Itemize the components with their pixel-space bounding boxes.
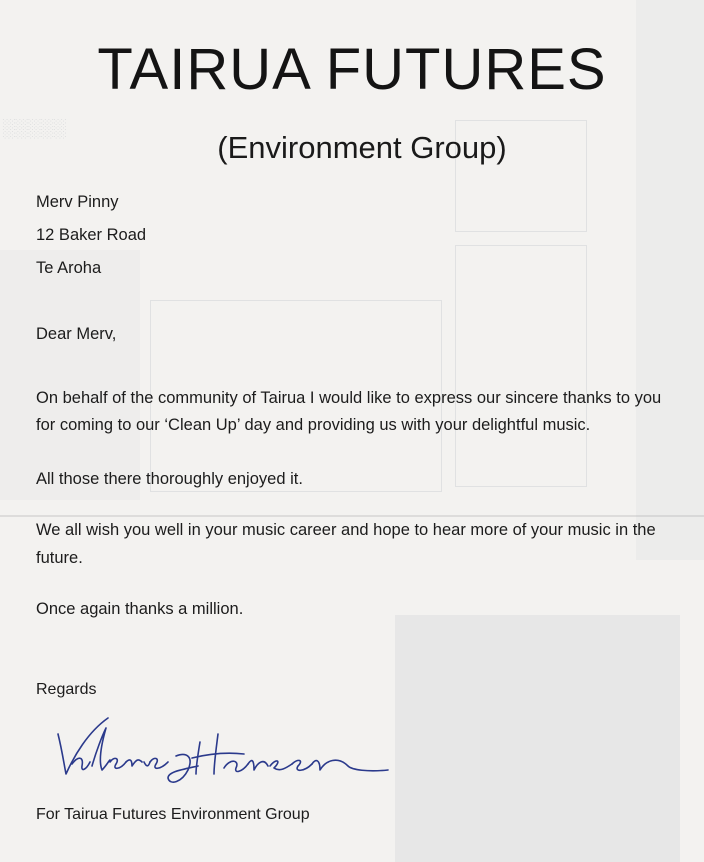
letterhead-subtitle: (Environment Group) — [217, 130, 507, 165]
recipient-town: Te Aroha — [36, 259, 102, 277]
paper-fold — [0, 515, 704, 517]
letterhead-title: TAIRUA FUTURES — [97, 37, 607, 102]
body-paragraph-1-line-1: On behalf of the community of Tairua I would like to express our sincere thanks to you — [36, 389, 662, 407]
recipient-name: Merv Pinny — [36, 193, 119, 211]
sign-off: Regards — [36, 681, 97, 698]
closing-organisation: For Tairua Futures Environment Group — [36, 806, 310, 823]
recipient-street: 12 Baker Road — [36, 226, 147, 244]
body-paragraph-2: All those there thoroughly enjoyed it. — [36, 470, 303, 488]
bleed-through-shade — [395, 615, 680, 862]
body-paragraph-4: Once again thanks a million. — [36, 600, 244, 618]
body-paragraph-3-line-1: We all wish you well in your music career and hope to hear more of your music in the — [36, 521, 656, 539]
bleed-through-box — [455, 245, 587, 487]
bleed-through-text: ░░░░░ — [2, 118, 66, 138]
body-paragraph-3-line-2: future. — [36, 549, 83, 567]
handwritten-signature — [48, 712, 408, 792]
salutation: Dear Merv, — [36, 325, 117, 343]
body-paragraph-1-line-2: for coming to our ‘Clean Up’ day and providing us with your delightful music. — [36, 416, 591, 434]
bleed-through-shade — [0, 250, 140, 500]
